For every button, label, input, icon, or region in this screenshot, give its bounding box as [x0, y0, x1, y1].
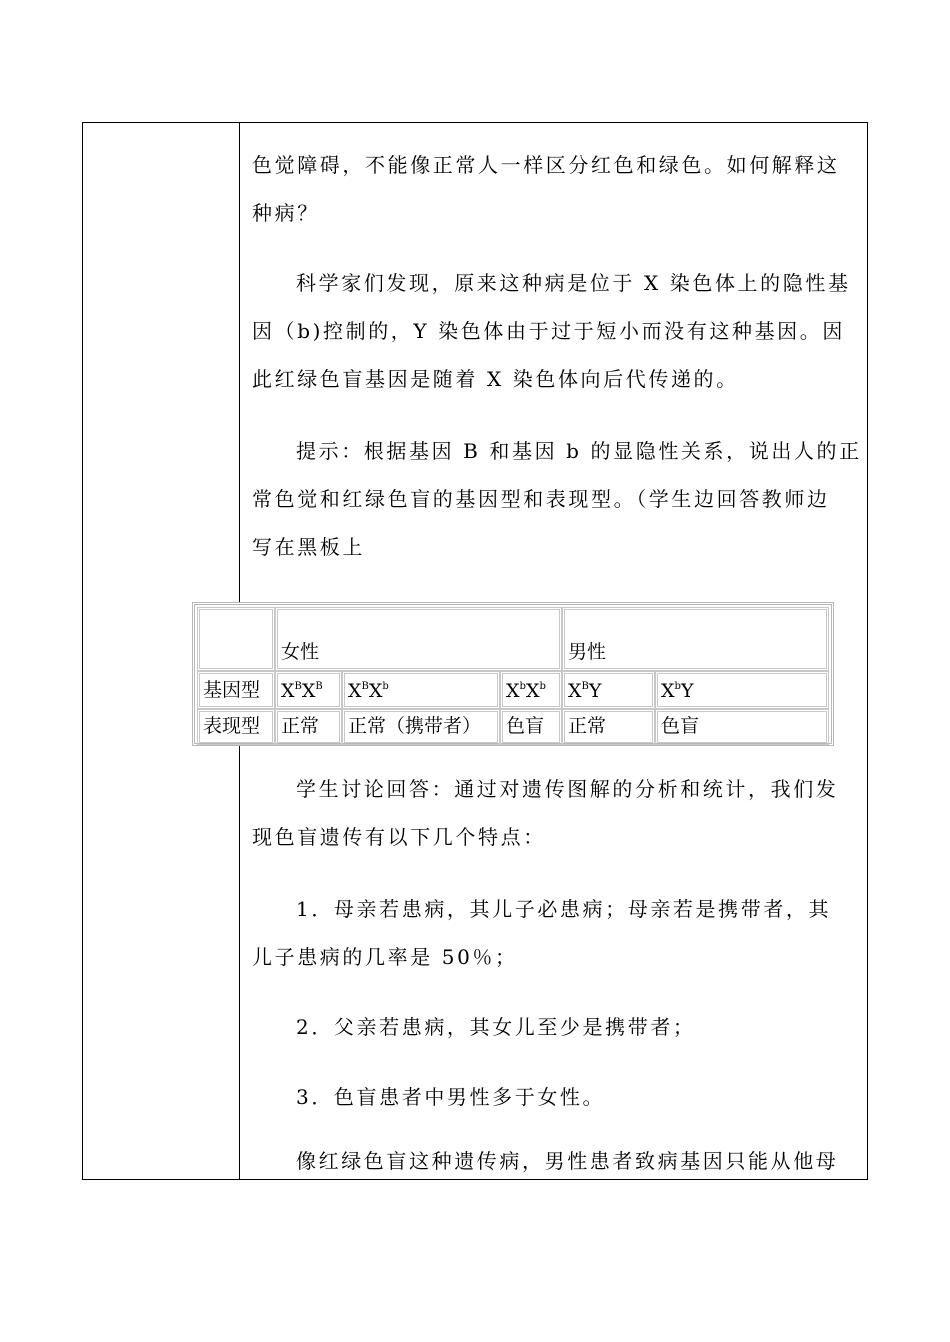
text-line: 2．父亲若患病，其女儿至少是携带者；	[296, 1015, 696, 1039]
phenotype-text: 正常	[281, 715, 320, 737]
genotype-text: $X^BX^B$	[281, 680, 323, 702]
phenotype-label: 表现型	[203, 715, 261, 737]
phenotype-cell	[655, 709, 829, 745]
phenotype-cell	[342, 709, 500, 745]
genotype-text: $X^BX^b$	[348, 680, 389, 702]
phenotype-text: 色盲	[506, 715, 545, 737]
genotype-cell	[655, 671, 829, 709]
paragraph-scientists-discovery	[252, 259, 862, 403]
text-line: 因（b)控制的，Y 染色体由于过于短小而没有这种基因。因	[252, 319, 845, 343]
text-line: 此红绿色盲基因是随着 X 染色体向后代传递的。	[252, 367, 739, 391]
genotype-text: $X^bY$	[661, 680, 694, 702]
genotype-phenotype-table	[192, 602, 834, 746]
phenotype-text: 正常	[568, 715, 607, 737]
genotype-cell	[562, 671, 655, 709]
row-label-genotype	[197, 671, 275, 709]
male-label: 男性	[568, 641, 607, 663]
text-line: 色觉障碍，不能像正常人一样区分红色和绿色。如何解释这	[252, 153, 840, 177]
text-line: 像红绿色盲这种遗传病，男性患者致病基因只能从他母	[296, 1149, 839, 1173]
text-line: 3．色盲患者中男性多于女性。	[296, 1085, 606, 1109]
female-label: 女性	[281, 641, 320, 663]
paragraph-hint	[252, 427, 862, 571]
phenotype-cell	[562, 709, 655, 745]
text-line: 提示：根据基因 B 和基因 b 的显隐性关系，说出人的正	[296, 439, 862, 463]
row-label-phenotype	[197, 709, 275, 745]
text-line: 常色觉和红绿色盲的基因型和表现型。（学生边回答教师边	[252, 487, 830, 511]
paragraph-point-3	[252, 1073, 862, 1121]
phenotype-cell	[500, 709, 562, 745]
paragraph-student-discussion	[252, 765, 862, 861]
genotype-cell	[500, 671, 562, 709]
paragraph-continuation	[252, 1137, 862, 1185]
paragraph-color-vision-question	[252, 141, 862, 237]
text-line: 科学家们发现，原来这种病是位于 X 染色体上的隐性基	[296, 271, 851, 295]
genotype-cell	[342, 671, 500, 709]
text-line: 写在黑板上	[252, 535, 365, 559]
genotype-text: $X^bX^b$	[506, 680, 546, 702]
genotype-cell	[275, 671, 342, 709]
genotype-label: 基因型	[203, 679, 261, 701]
table-corner-cell	[197, 607, 275, 671]
genotype-text: $X^BY$	[568, 680, 602, 702]
text-line: 1．母亲若患病，其儿子必患病；母亲若是携带者，其	[296, 897, 832, 921]
phenotype-text: 正常（携带者）	[348, 715, 482, 737]
text-line: 种病？	[252, 201, 320, 225]
phenotype-text: 色盲	[661, 715, 700, 737]
phenotype-cell	[275, 709, 342, 745]
table-header-female	[275, 607, 562, 671]
paragraph-point-2	[252, 1003, 862, 1051]
text-line: 现色盲遗传有以下几个特点：	[252, 825, 546, 849]
table-header-male	[562, 607, 829, 671]
text-line: 儿子患病的几率是 50％；	[252, 945, 518, 969]
paragraph-point-1	[252, 885, 862, 981]
text-line: 学生讨论回答：通过对遗传图解的分析和统计，我们发	[296, 777, 839, 801]
